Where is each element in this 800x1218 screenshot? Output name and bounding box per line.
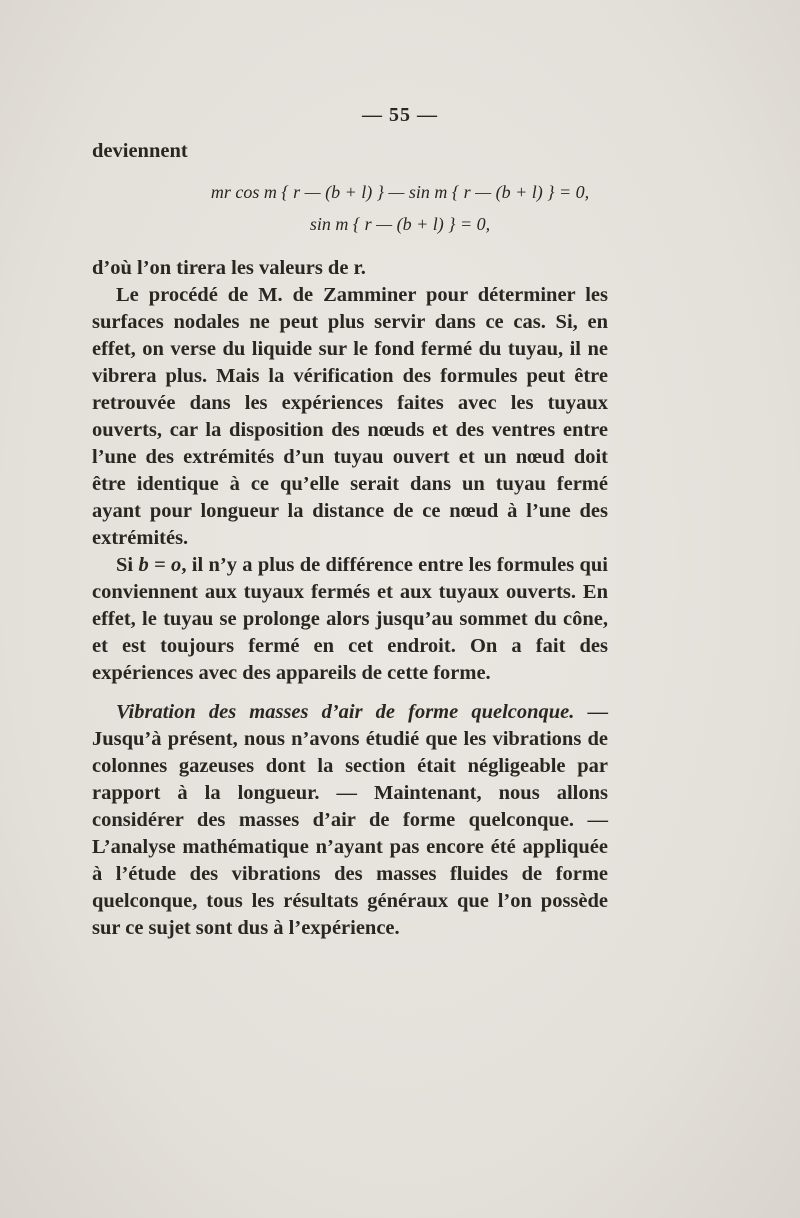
paragraph-vibration [92, 699, 608, 942]
opening-word: deviennent [92, 140, 188, 162]
paragraph-vibration-text: — Jusqu’à présent, nous n’avons étudié que les vibrations de colonnes gazeuses dont la section était négligeable par rapport à la longueur. — Maintenant, nous allons considérer des masses d’air de forme quelconque. — L’analyse mathématique n’ayant pas encore été appliquée à l’étude des vibrations des masses fluides de forme quelconque, tous les résultats généraux que l’on possède sur ce sujet sont dus à l’expérience. [92, 701, 608, 939]
page-number: — 55 — [362, 104, 438, 126]
equation-2: sin m { r — (b + l) } = 0, [309, 214, 491, 234]
text-body [92, 255, 608, 942]
paragraph-b-zero [92, 552, 608, 687]
paragraph-b-zero-rest: , il n’y a plus de différence entre les formules qui conviennent aux tuyaux fermés et aux tuyaux ouverts. En effet, le tuyau se prolonge alors jusqu’au sommet du cône, et est toujours fermé en cet endroit. On a fait des expériences avec des appareils de cette forme. [92, 554, 608, 684]
after-equations-line: d’où l’on tirera les valeurs de r. [92, 257, 366, 279]
equation-1: mr cos m { r — (b + l) } — sin m { r — (b + l) } = 0, [210, 182, 590, 202]
formula-b-equals-o: b = o [138, 554, 182, 576]
paragraph-b-zero-prefix: Si [116, 554, 134, 576]
paragraph-zamminer: Le procédé de M. de Zamminer pour déterminer les surfaces nodales ne peut plus servir dans ce cas. Si, en effet, on verse du liquide sur le fond fermé du tuyau, il ne vibrera plus. Mais la vérification des formules peut être retrouvée dans les expériences faites avec les tuyaux ouverts, car la disposition des nœuds et des ventres entre l’une des extrémités d’un tuyau ouvert et un nœud doit être identique à ce qu’elle serait dans un tuyau fermé ayant pour longueur la distance de ce nœud à l’une des extrémités. [92, 284, 608, 549]
section-heading: Vibration des masses d’air de forme quelconque. [116, 701, 575, 723]
opening-line [92, 138, 608, 165]
